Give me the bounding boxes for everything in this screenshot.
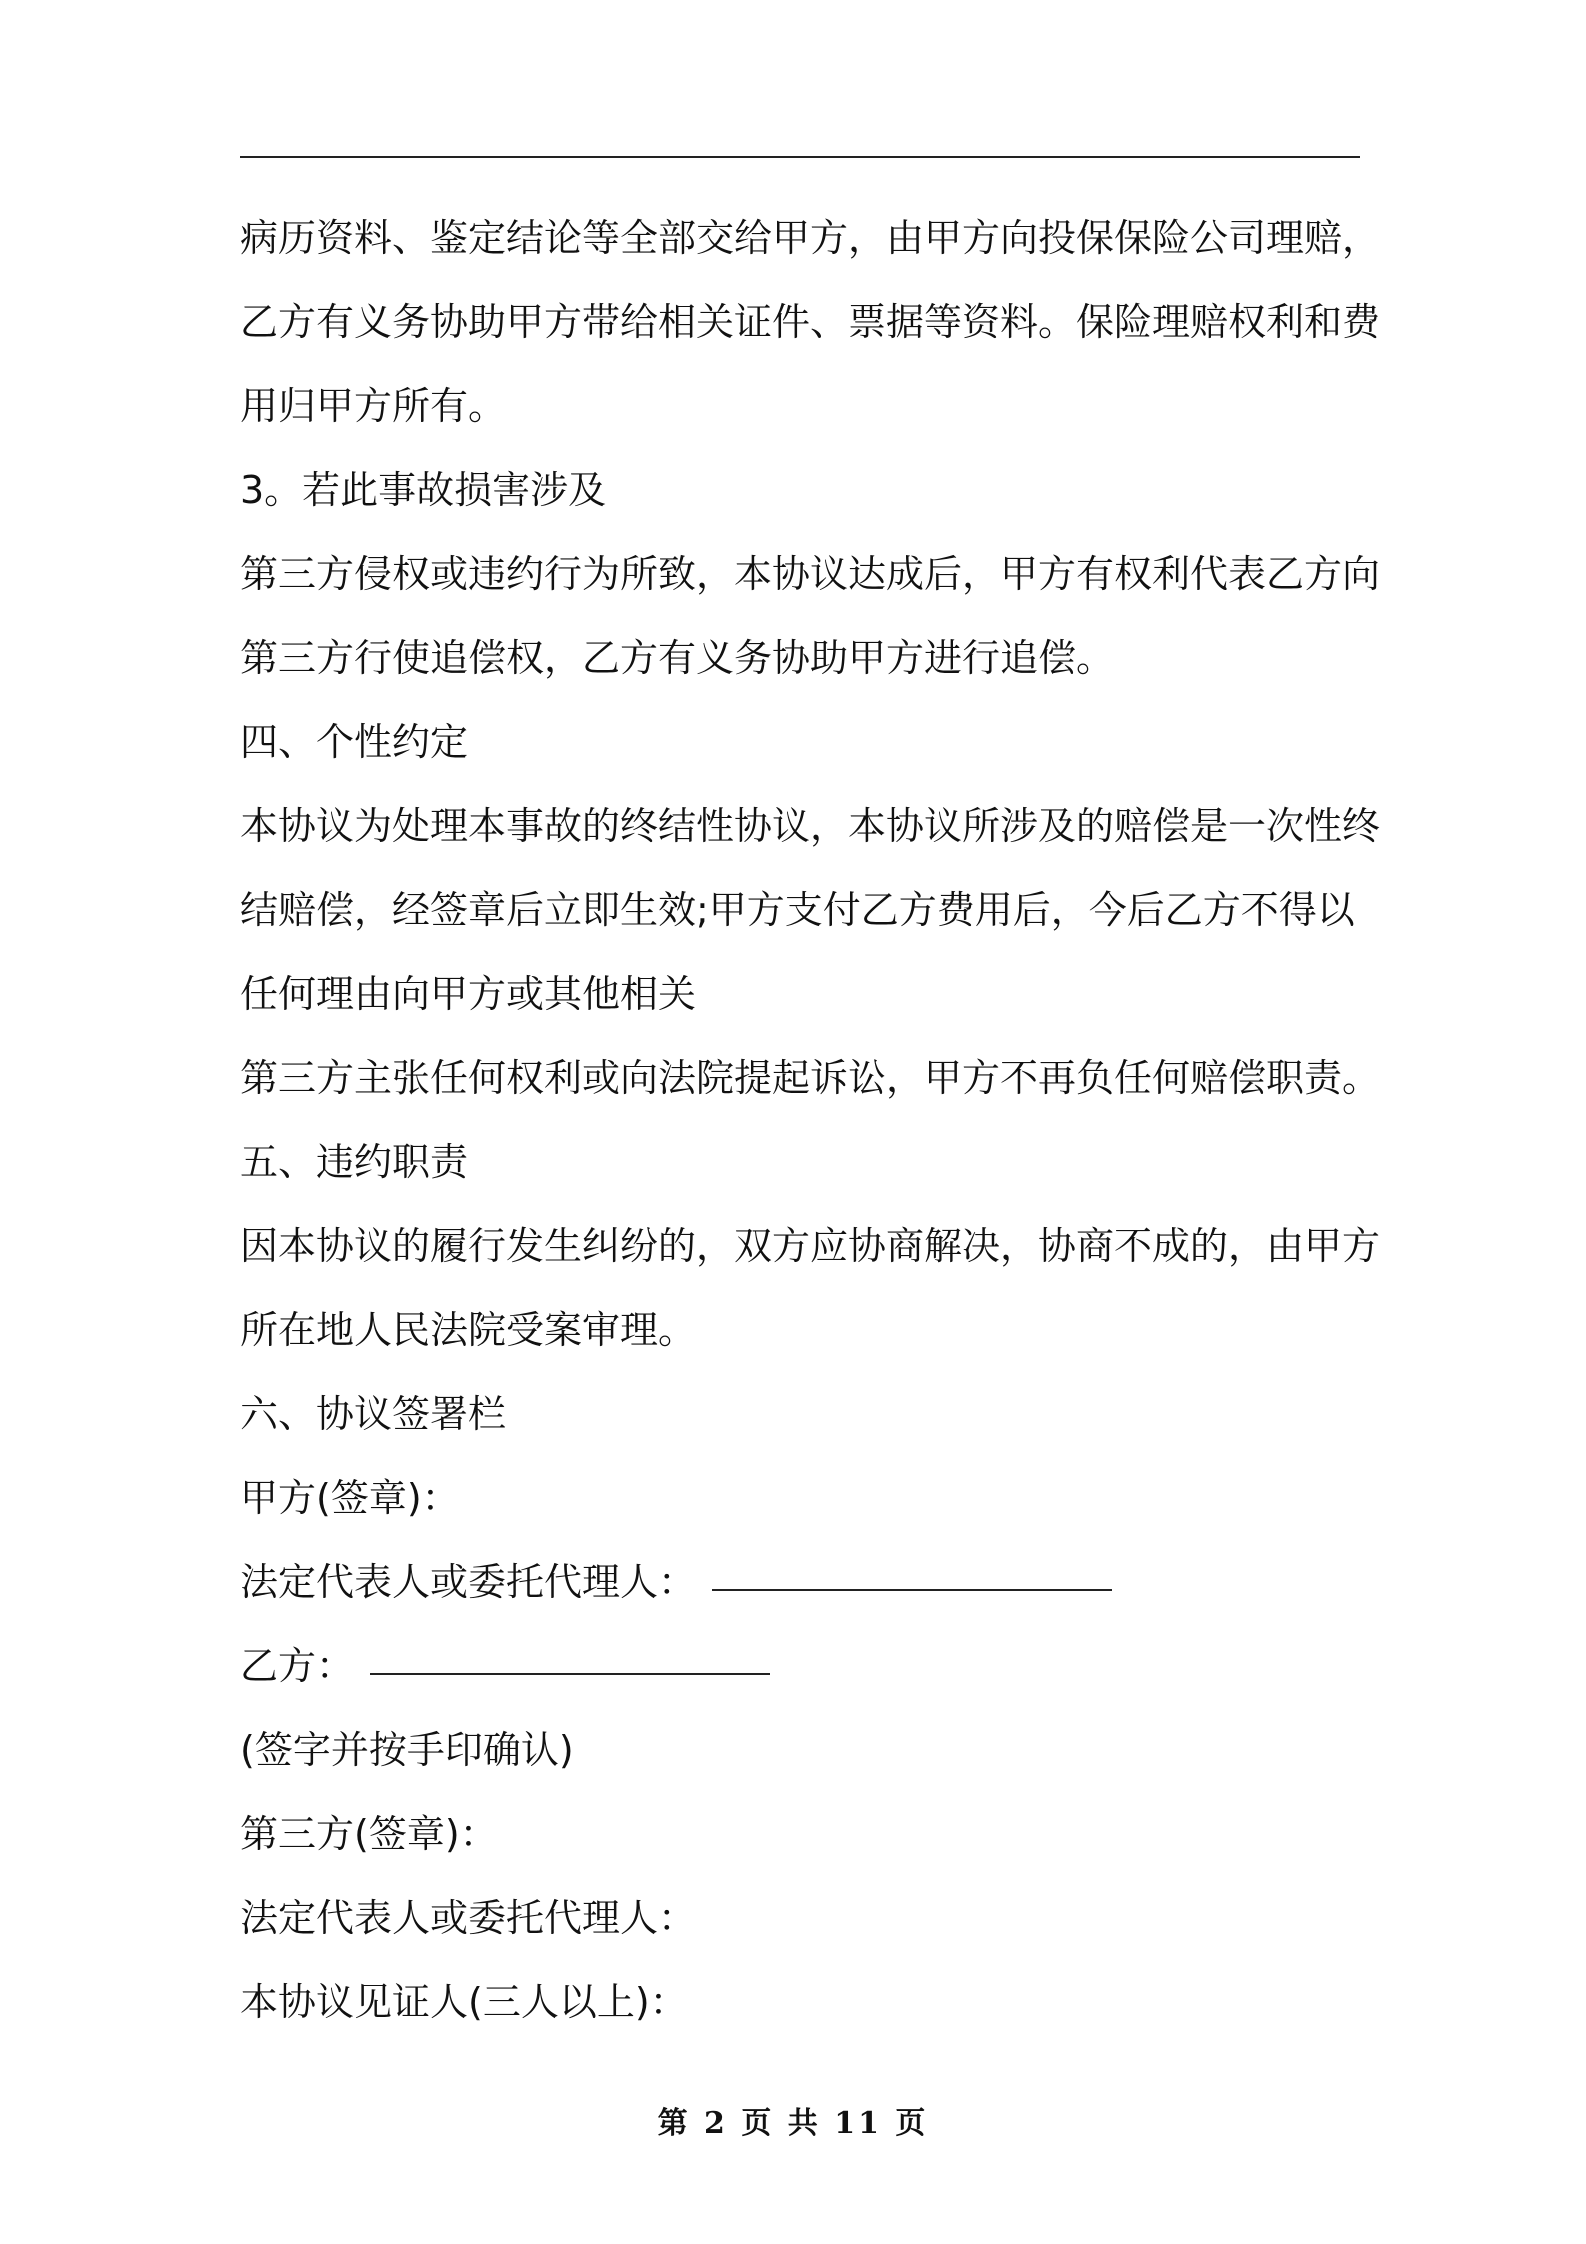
body-line: 任何理由向甲方或其他相关	[240, 972, 697, 1016]
third-party-agent-label: 法定代表人或委托代理人：	[240, 1896, 697, 1940]
section-heading: 五、违约职责	[240, 1140, 469, 1184]
page-number: 第 2 页 共 11 页	[657, 2106, 929, 2141]
section-heading: 六、协议签署栏	[240, 1392, 507, 1436]
header-rule	[240, 156, 1360, 158]
party-b-signature-blank[interactable]	[370, 1635, 770, 1675]
party-a-signature-label: 甲方(签章)：	[240, 1476, 460, 1520]
agent-label: 法定代表人或委托代理人：	[240, 1560, 697, 1604]
body-line: 本协议为处理本事故的终结性协议，本协议所涉及的赔偿是一次性终	[240, 804, 1381, 848]
body-line: 结赔偿，经签章后立即生效;甲方支付乙方费用后，今后乙方不得以	[240, 888, 1355, 932]
clause-heading: 3。若此事故损害涉及	[240, 468, 607, 512]
body-line: 用归甲方所有。	[240, 384, 507, 428]
document-body	[240, 196, 1381, 2044]
third-party-signature-label: 第三方(签章)：	[240, 1812, 498, 1856]
body-line: 第三方主张任何权利或向法院提起诉讼，甲方不再负任何赔偿职责。	[240, 1056, 1381, 1100]
body-line: 所在地人民法院受案审理。	[240, 1308, 697, 1352]
fingerprint-note: (签字并按手印确认)	[240, 1728, 574, 1772]
party-b-label: 乙方：	[240, 1644, 355, 1688]
section-heading: 四、个性约定	[240, 720, 469, 764]
agent-signature-row	[240, 1540, 1365, 1624]
party-b-signature-row	[240, 1624, 1365, 1708]
body-line: 因本协议的履行发生纠纷的，双方应协商解决，协商不成的，由甲方	[240, 1224, 1381, 1268]
body-line: 第三方侵权或违约行为所致，本协议达成后，甲方有权利代表乙方向	[240, 552, 1381, 596]
body-line: 乙方有义务协助甲方带给相关证件、票据等资料。保险理赔权利和费	[240, 300, 1381, 344]
body-line: 病历资料、鉴定结论等全部交给甲方，由甲方向投保保险公司理赔，	[240, 216, 1381, 260]
witness-label: 本协议见证人(三人以上)：	[240, 1980, 688, 2024]
body-line: 第三方行使追偿权，乙方有义务协助甲方进行追偿。	[240, 636, 1115, 680]
agent-signature-blank[interactable]	[712, 1551, 1112, 1591]
